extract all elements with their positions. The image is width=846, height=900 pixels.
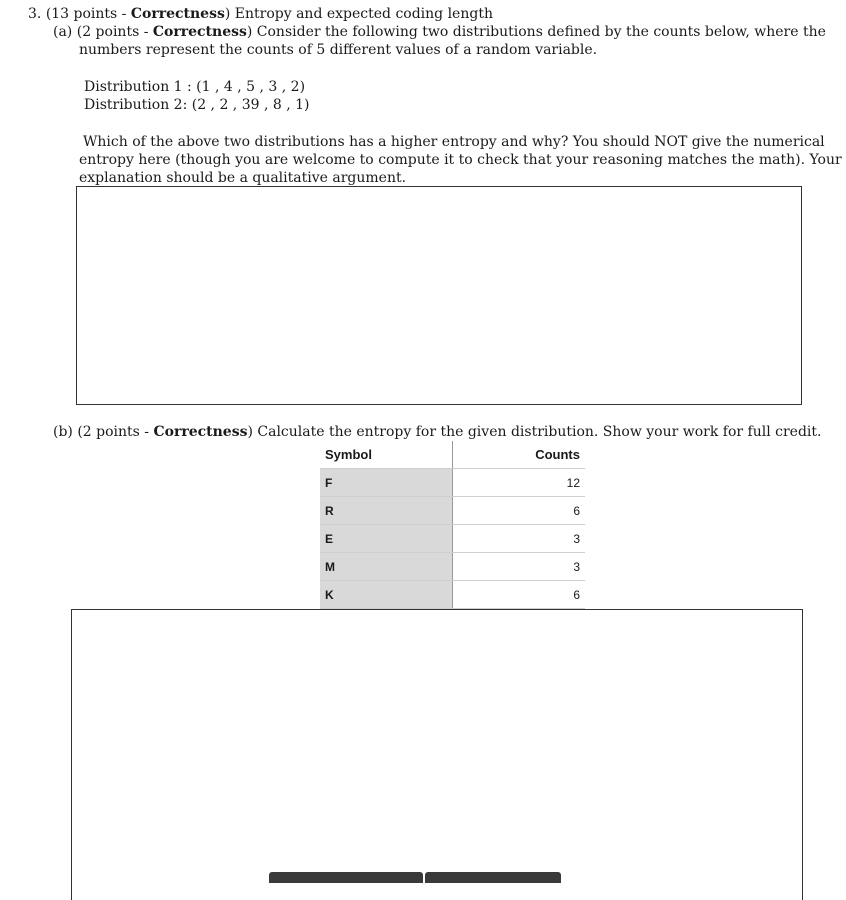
table-row xyxy=(320,525,585,553)
symbol-cell: R xyxy=(320,497,453,525)
correctness-tag: Correctness xyxy=(153,424,248,440)
symbol-cell: F xyxy=(320,469,453,497)
table-row xyxy=(320,553,585,581)
count-cell: 6 xyxy=(453,581,586,609)
correctness-tag: Correctness xyxy=(152,24,247,40)
part-a-prompt-line3: explanation should be a qualitative argument. xyxy=(79,170,407,186)
column-header-symbol: Symbol xyxy=(320,441,453,469)
question-number: 3. xyxy=(28,6,42,22)
symbol-cell: E xyxy=(320,525,453,553)
distribution-2: Distribution 2: (2 , 2 , 39 , 8 , 1) xyxy=(84,97,310,113)
floating-toolbar-left[interactable] xyxy=(269,872,423,883)
question-title: 3. (13 points - Correctness) Entropy and expected coding length xyxy=(28,6,493,22)
answer-box-part-b[interactable] xyxy=(71,609,803,900)
column-header-counts: Counts xyxy=(453,441,586,469)
part-a-prompt-line1: Which of the above two distributions has a higher entropy and why? You should NOT give the numerical xyxy=(83,134,825,150)
table-header-row xyxy=(320,441,585,469)
distribution-1: Distribution 1 : (1 , 4 , 5 , 3 , 2) xyxy=(84,79,306,95)
table-row xyxy=(320,581,585,609)
counts-table xyxy=(320,441,585,609)
count-cell: 12 xyxy=(453,469,586,497)
table-row xyxy=(320,469,585,497)
table-row xyxy=(320,497,585,525)
count-cell: 3 xyxy=(453,553,586,581)
answer-box-part-a[interactable] xyxy=(76,186,802,405)
count-cell: 3 xyxy=(453,525,586,553)
part-a-intro-line2: numbers represent the counts of 5 different values of a random variable. xyxy=(79,42,598,58)
symbol-cell: M xyxy=(320,553,453,581)
symbol-cell: K xyxy=(320,581,453,609)
part-a-intro-line1: (a) (2 points - Correctness) Consider the following two distributions defined by the counts below, where the xyxy=(53,24,826,40)
part-a-prompt-line2: entropy here (though you are welcome to compute it to check that your reasoning matches the math). Your xyxy=(79,152,842,168)
count-cell: 6 xyxy=(453,497,586,525)
correctness-tag: Correctness xyxy=(130,6,225,22)
part-b-intro: (b) (2 points - Correctness) Calculate the entropy for the given distribution. Show your work for full credit. xyxy=(53,424,822,440)
floating-toolbar-right[interactable] xyxy=(425,872,561,883)
